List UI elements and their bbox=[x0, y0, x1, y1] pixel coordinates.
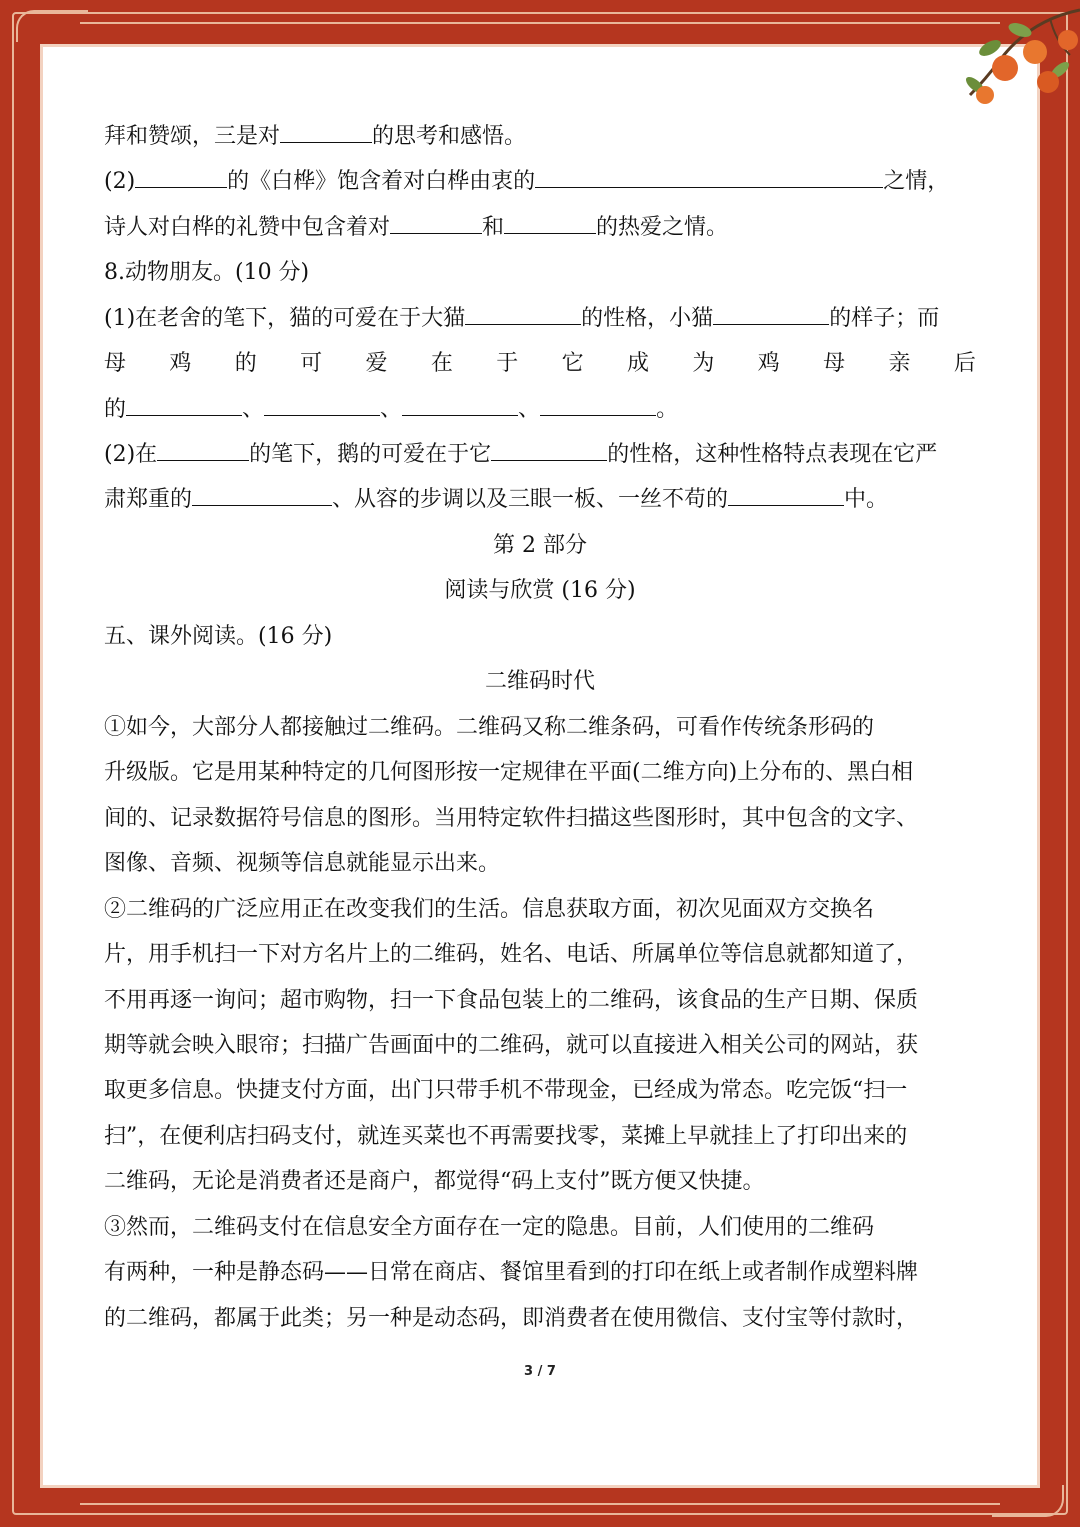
paragraph-line: 有两种，一种是静态码——日常在商店、餐馆里看到的打印在纸上或者制作成塑料牌 bbox=[104, 1260, 919, 1285]
text: 的思考和感悟。 bbox=[372, 124, 527, 149]
blank-field[interactable] bbox=[280, 122, 372, 143]
char: 亲 bbox=[888, 351, 911, 376]
blank-field[interactable] bbox=[713, 304, 829, 325]
line-6-spread bbox=[104, 349, 976, 379]
blank-field[interactable] bbox=[728, 485, 844, 506]
blank-field[interactable] bbox=[535, 167, 883, 188]
paragraph-line: 二维码，无论是消费者还是商户，都觉得“码上支付”既方便又快捷。 bbox=[104, 1169, 765, 1194]
text: 诗人对白桦的礼赞中包含着对 bbox=[104, 215, 391, 240]
frame-rail-bottom bbox=[80, 1503, 1000, 1505]
paragraph-line: ③然而，二维码支付在信息安全方面存在一定的隐患。目前，人们使用的二维码 bbox=[104, 1215, 875, 1240]
text: 、从容的步调以及三眼一板、一丝不苟的 bbox=[332, 487, 729, 512]
text: 和 bbox=[482, 215, 505, 240]
char: 为 bbox=[692, 351, 715, 376]
char: 成 bbox=[627, 351, 650, 376]
blank-field[interactable] bbox=[504, 213, 596, 234]
separator: 、 bbox=[242, 397, 265, 422]
blank-field[interactable] bbox=[126, 395, 242, 416]
char: 的 bbox=[234, 351, 257, 376]
line-1 bbox=[104, 122, 976, 152]
blank-field[interactable] bbox=[390, 213, 482, 234]
section-heading: 阅读与欣赏 (16 分) bbox=[444, 578, 636, 603]
separator: 、 bbox=[380, 397, 403, 422]
line-5 bbox=[104, 304, 976, 334]
blank-field[interactable] bbox=[264, 395, 380, 416]
text: 的性格，小猫 bbox=[581, 306, 714, 331]
text: (2)在 bbox=[104, 442, 158, 467]
blank-field[interactable] bbox=[465, 304, 581, 325]
line-9 bbox=[104, 485, 976, 515]
blank-field[interactable] bbox=[157, 440, 249, 461]
text: 肃郑重的 bbox=[104, 487, 193, 512]
frame-corner-bottom-right bbox=[992, 1485, 1064, 1517]
blank-field[interactable] bbox=[135, 167, 227, 188]
text: 的样子；而 bbox=[829, 306, 940, 331]
char: 爱 bbox=[365, 351, 388, 376]
char: 鸡 bbox=[169, 351, 192, 376]
question-5-heading: 五、课外阅读。(16 分) bbox=[104, 624, 333, 649]
line-7 bbox=[104, 395, 976, 425]
text: 中。 bbox=[844, 487, 889, 512]
blank-field[interactable] bbox=[540, 395, 656, 416]
text: 。 bbox=[656, 397, 679, 422]
frame-rail-top bbox=[80, 22, 1000, 24]
paragraph-line: ②二维码的广泛应用正在改变我们的生活。信息获取方面，初次见面双方交换名 bbox=[104, 897, 875, 922]
paragraph-line: 不用再逐一询问；超市购物，扫一下食品包装上的二维码，该食品的生产日期、保质 bbox=[104, 988, 919, 1013]
text: 的《白桦》饱含着对白桦由衷的 bbox=[227, 169, 536, 194]
char: 它 bbox=[561, 351, 584, 376]
blank-field[interactable] bbox=[402, 395, 518, 416]
question-8-heading: 8.动物朋友。(10 分) bbox=[104, 260, 310, 285]
line-8 bbox=[104, 440, 976, 470]
paragraph-line: 期等就会映入眼帘；扫描广告画面中的二维码，就可以直接进入相关公司的网站，获 bbox=[104, 1033, 919, 1058]
article-title: 二维码时代 bbox=[484, 669, 595, 694]
paragraph-line: 片，用手机扫一下对方名片上的二维码，姓名、电话、所属单位等信息就都知道了， bbox=[104, 942, 919, 967]
line-3 bbox=[104, 213, 976, 243]
page-number: 3 / 7 bbox=[524, 1364, 556, 1379]
char: 母 bbox=[823, 351, 846, 376]
text: 的性格，这种性格特点表现在它严 bbox=[607, 442, 938, 467]
text: (1)在老舍的笔下，猫的可爱在于大猫 bbox=[104, 306, 466, 331]
paragraph-line: 的二维码，都属于此类；另一种是动态码，即消费者在使用微信、支付宝等付款时， bbox=[104, 1306, 919, 1331]
char: 在 bbox=[430, 351, 453, 376]
frame-corner-top-left bbox=[16, 10, 88, 42]
blank-field[interactable] bbox=[491, 440, 607, 461]
text: 的 bbox=[104, 397, 127, 422]
paragraph-line: 取更多信息。快捷支付方面，出门只带手机不带现金，已经成为常态。吃完饭“扫一 bbox=[104, 1078, 908, 1103]
separator: 、 bbox=[518, 397, 541, 422]
paragraph-line: ①如今，大部分人都接触过二维码。二维码又称二维条码，可看作传统条形码的 bbox=[104, 715, 875, 740]
text: 的热爱之情。 bbox=[596, 215, 729, 240]
paragraph-line: 升级版。它是用某种特定的几何图形按一定规律在平面(二维方向)上分布的、黑白相 bbox=[104, 760, 914, 785]
paragraph-line: 图像、音频、视频等信息就能显示出来。 bbox=[104, 851, 501, 876]
text: 拜和赞颂，三是对 bbox=[104, 124, 281, 149]
paragraph-line: 扫”，在便利店扫码支付，就连买菜也不再需要找零，菜摊上早就挂上了打印出来的 bbox=[104, 1124, 908, 1149]
persimmon-branch-icon bbox=[930, 0, 1080, 120]
text: 之情， bbox=[883, 169, 950, 194]
text: (2) bbox=[104, 169, 136, 194]
char: 可 bbox=[300, 351, 323, 376]
char: 母 bbox=[104, 351, 127, 376]
part-heading: 第 2 部分 bbox=[493, 533, 587, 558]
blank-field[interactable] bbox=[192, 485, 332, 506]
char: 鸡 bbox=[757, 351, 780, 376]
char: 后 bbox=[953, 351, 976, 376]
char: 于 bbox=[496, 351, 519, 376]
line-2 bbox=[104, 167, 976, 197]
paragraph-line: 间的、记录数据符号信息的图形。当用特定软件扫描这些图形时，其中包含的文字、 bbox=[104, 806, 919, 831]
text: 的笔下，鹅的可爱在于它 bbox=[249, 442, 492, 467]
